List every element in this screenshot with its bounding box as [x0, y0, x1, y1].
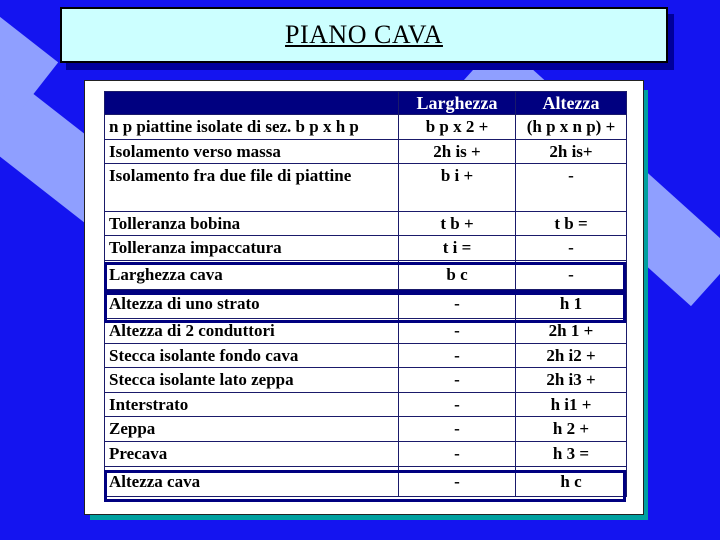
table-row [105, 140, 627, 164]
row-height: h 3 = [516, 442, 627, 467]
row-label: Isolamento verso massa [105, 140, 399, 164]
row-label: n p piattine isolate di sez. b p x h p [105, 115, 399, 140]
row-label: Tolleranza bobina [105, 212, 399, 236]
row-width: - [399, 344, 516, 368]
row-width: - [399, 417, 516, 442]
row-width: b c [399, 261, 516, 290]
row-height: h 1 [516, 290, 627, 319]
row-height: h c [516, 467, 627, 497]
row-height: h i1 + [516, 393, 627, 417]
header-larghezza: Larghezza [399, 92, 516, 115]
row-height: t b = [516, 212, 627, 236]
table-row [105, 261, 627, 290]
row-width: t i = [399, 236, 516, 261]
table-row [105, 417, 627, 442]
table-row [105, 319, 627, 344]
table-row [105, 290, 627, 319]
row-width: t b + [399, 212, 516, 236]
background-stripe [0, 0, 58, 110]
row-width: b i + [399, 164, 516, 212]
table-row [105, 393, 627, 417]
row-label: Stecca isolante fondo cava [105, 344, 399, 368]
row-height: - [516, 261, 627, 290]
row-width: - [399, 368, 516, 393]
row-width: 2h is + [399, 140, 516, 164]
table-row [105, 212, 627, 236]
header-altezza: Altezza [516, 92, 627, 115]
row-label: Isolamento fra due file di piattine [105, 164, 399, 212]
table-row [105, 467, 627, 497]
row-height: 2h is+ [516, 140, 627, 164]
row-height: (h p x n p) + [516, 115, 627, 140]
row-label: Stecca isolante lato zeppa [105, 368, 399, 393]
slot-table [104, 91, 627, 497]
table-row [105, 164, 627, 212]
row-height: 2h i3 + [516, 368, 627, 393]
row-width: - [399, 290, 516, 319]
row-width: b p x 2 + [399, 115, 516, 140]
row-height: 2h i2 + [516, 344, 627, 368]
table-row [105, 344, 627, 368]
table-row [105, 368, 627, 393]
row-label: Larghezza cava [105, 261, 399, 290]
table-row [105, 236, 627, 261]
table-row [105, 442, 627, 467]
row-height: - [516, 164, 627, 212]
header-cell-empty [105, 92, 399, 115]
row-label: Zeppa [105, 417, 399, 442]
row-width: - [399, 442, 516, 467]
row-label: Interstrato [105, 393, 399, 417]
row-label: Altezza cava [105, 467, 399, 497]
row-width: - [399, 319, 516, 344]
row-height: - [516, 236, 627, 261]
row-height: h 2 + [516, 417, 627, 442]
row-label: Altezza di uno strato [105, 290, 399, 319]
row-height: 2h 1 + [516, 319, 627, 344]
table-row [105, 115, 627, 140]
table-header-row [105, 92, 627, 115]
title-box [60, 7, 668, 63]
row-width: - [399, 467, 516, 497]
row-label: Tolleranza impaccatura [105, 236, 399, 261]
page-title: PIANO CAVA [285, 20, 443, 49]
row-label: Altezza di 2 conduttori [105, 319, 399, 344]
row-label: Precava [105, 442, 399, 467]
row-width: - [399, 393, 516, 417]
